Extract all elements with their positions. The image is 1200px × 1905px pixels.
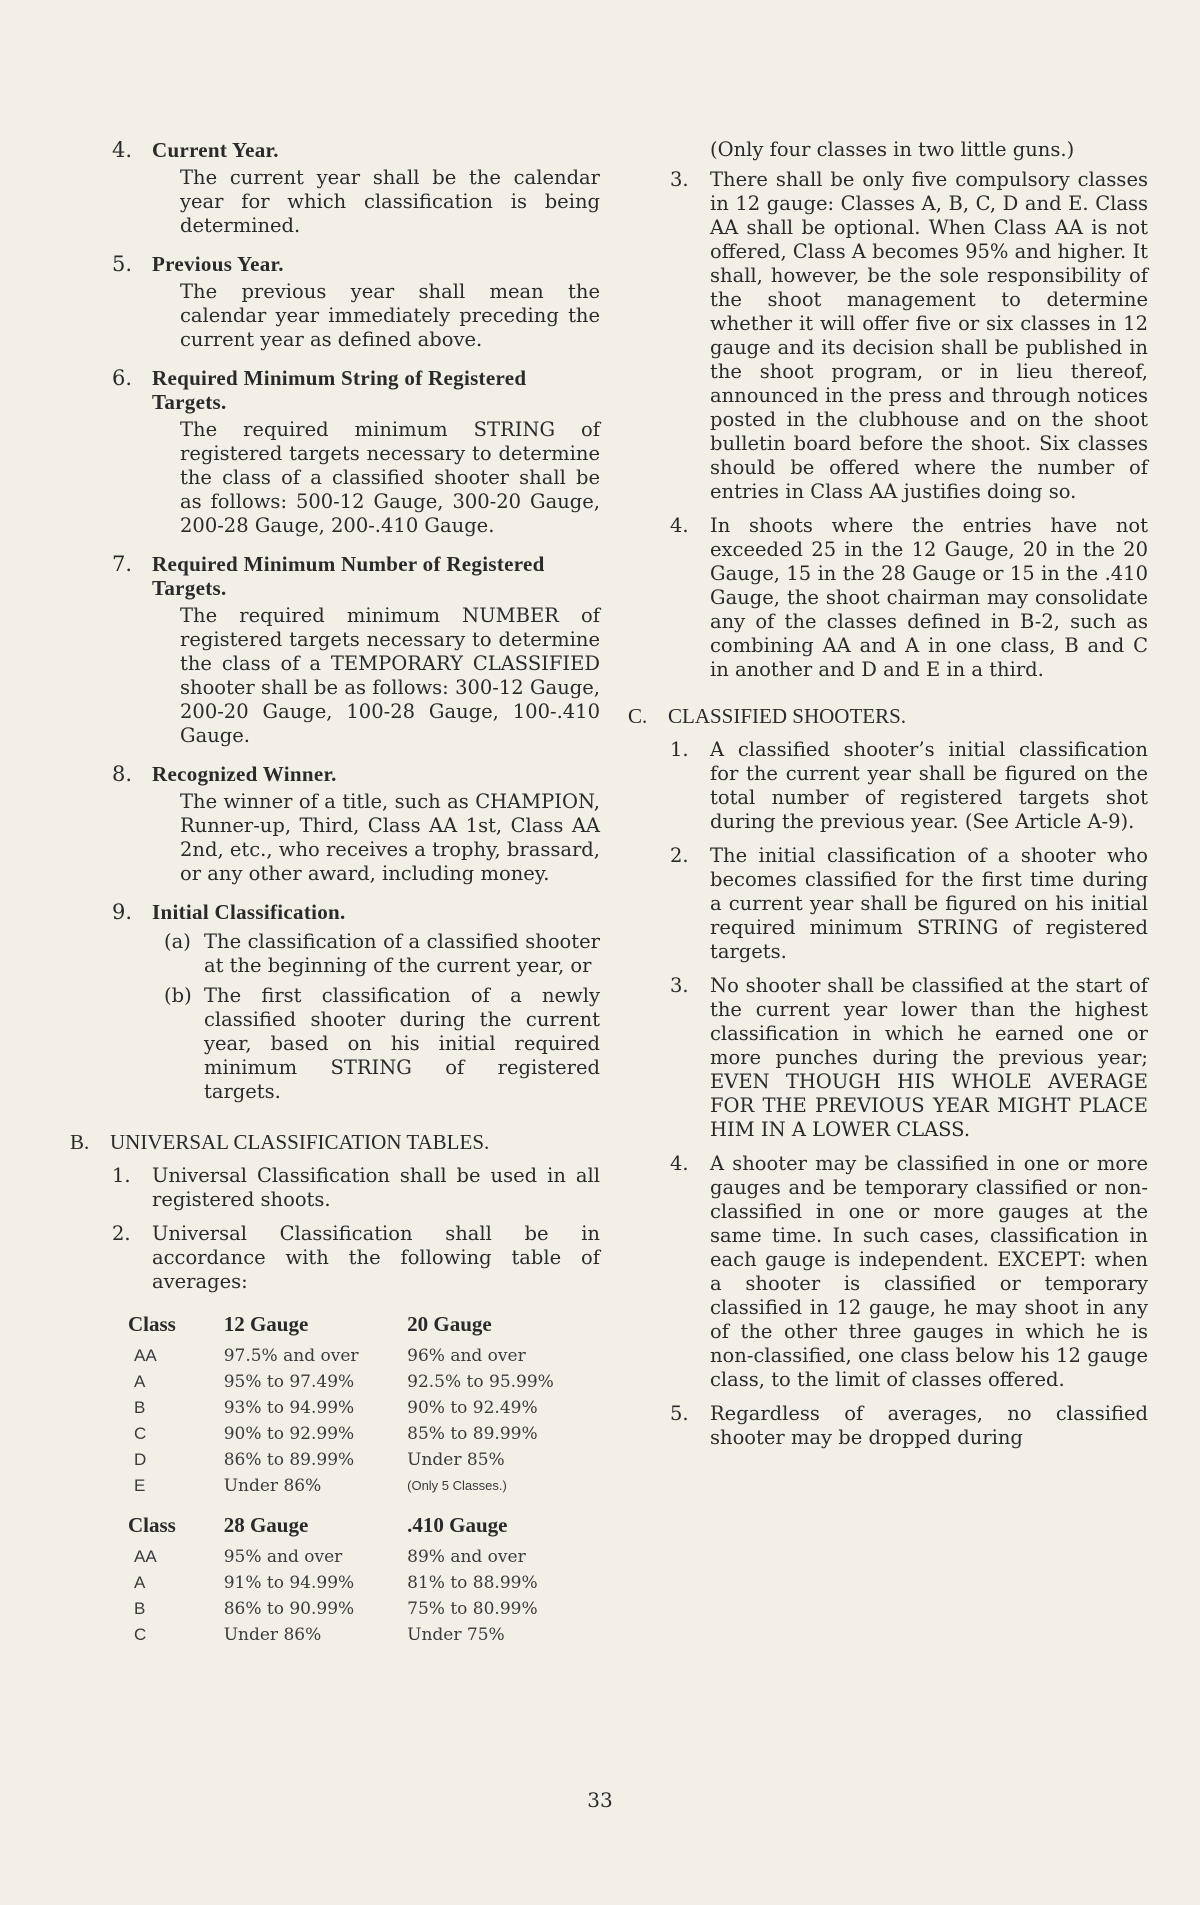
item-text: There shall be only five compulsory classes in 12 gauge: Classes A, B, C, D and E. Class AA shall be optional. When Class AA is not offered, Class A becomes 95% and higher. It shall, however, be the sole responsibility of the shoot management to determine whether it will offer five or six classes in 12 gauge and its decision shall be published in the shoot program, or in lieu thereof, announced in the press and through notices posted in the clubhouse and on the shoot bulletin board before the shoot. Six classes should be offered where the number of entries in Class AA justifies doing so. [710,168,1148,503]
gauge-cell: 86% to 89.99% [223,1450,355,1470]
item-body: The required minimum STRING of registered targets necessary to determine the class of a classified shooter shall be as follows: 500-12 Gauge, 300-20 Gauge, 200-28 Gauge, 200-.410 Gauge. [180,418,600,537]
sub-item-b [152,984,600,1104]
column-header: 12 Gauge [223,1312,309,1336]
item-body: The winner of a title, such as CHAMPION, Runner-up, Third, Class AA 1st, Class AA 2nd, etc., who receives a trophy, brassard, or any other award, including money. [180,790,600,885]
section-letter: B. [70,1130,90,1154]
section-b-item-2 [70,1222,600,1294]
table-row [128,1343,600,1369]
sub-item-a [152,930,600,978]
definition-item-8 [70,762,600,886]
gauge-cell: 75% to 80.99% [407,1599,538,1619]
table-row [128,1596,600,1622]
item-heading: Initial Classification. [152,900,346,924]
item-number: 1. [112,1164,131,1187]
item-heading: Recognized Winner. [152,762,337,786]
item-heading: Required Minimum String of Registered Targets. [152,366,527,414]
gauge-cell: 95% to 97.49% [223,1372,355,1392]
item-body: The required minimum NUMBER of registered targets necessary to determine the class of a TEMPORARY CLASSIFIED shooter shall be as follows: 300-12 Gauge, 200-20 Gauge, 100-28 Gauge, 100-.410 Gauge. [180,604,600,747]
table-row [128,1622,600,1648]
class-cell: D [134,1450,147,1469]
section-c-item-4 [628,1152,1148,1392]
gauge-cell: (Only 5 Classes.) [407,1478,507,1493]
item-text: A shooter may be classified in one or more gauges and be temporary classified or non-classified in one or more gauges at the same time. In such cases, classification in each gauge is independent. EXCEPT: when a shooter is classified or temporary classified in 12 gauge, he may shoot in any of the other three gauges in which he is non-classified, one class below his 12 gauge class, to the limit of classes offered. [710,1152,1148,1391]
classification-table-28-410 [128,1507,600,1648]
gauge-cell: 90% to 92.99% [223,1424,355,1444]
column-header: Class [128,1513,176,1537]
item-heading: Current Year. [152,138,279,162]
table-header-row [128,1306,600,1343]
section-c-item-1 [628,738,1148,834]
item-number: 2. [112,1222,131,1245]
class-cell: C [134,1625,147,1644]
item-text: Universal Classification shall be used in all registered shoots. [152,1164,600,1211]
section-b-item-4 [628,514,1148,682]
section-c-item-5 [628,1402,1148,1450]
section-c-heading [628,704,1148,728]
section-letter: C. [628,704,648,728]
column-header: .410 Gauge [407,1513,508,1537]
table-row [128,1421,600,1447]
section-b-heading [70,1130,600,1154]
item-text: No shooter shall be classified at the start of the current year lower than the highest classification in which he earned one or more punches during the previous year; EVEN THOUGH HIS WHOLE AVERAGE FOR THE PREVIOUS YEAR MIGHT PLACE HIM IN A LOWER CLASS. [710,974,1148,1141]
section-c-item-2 [628,844,1148,964]
item-text: In shoots where the entries have not exceeded 25 in the 12 Gauge, 20 in the 20 Gauge, 15 in the 28 Gauge or 15 in the .410 Gauge, the shoot chairman may consolidate any of the classes defined in B-2, such as combining AA and A in one class, B and C in another and D and E in a third. [710,514,1148,681]
section-title: UNIVERSAL CLASSIFICATION TABLES. [110,1130,490,1154]
item-body: The current year shall be the calendar year for which classification is being determined. [180,166,600,237]
table-row [128,1473,600,1499]
item-number: 5. [670,1402,689,1425]
class-cell: AA [134,1547,157,1566]
item-number: 2. [670,844,689,867]
item-number: 3. [670,974,689,997]
table-row [128,1544,600,1570]
table-row [128,1369,600,1395]
item-number: 4. [112,138,133,162]
sub-item-label: (a) [164,930,191,953]
gauge-cell: 97.5% and over [223,1346,359,1366]
class-cell: B [134,1398,146,1417]
section-b-item-3 [628,168,1148,504]
class-cell: A [134,1573,146,1592]
item-number: 3. [670,168,689,191]
continuation-text: (Only four classes in two little guns.) [710,138,1075,161]
item-number: 5. [112,252,133,276]
gauge-cell: 93% to 94.99% [223,1398,355,1418]
class-cell: C [134,1424,147,1443]
left-column [70,138,600,1648]
class-cell: B [134,1599,146,1618]
gauge-cell: 91% to 94.99% [223,1573,355,1593]
item-body: The previous year shall mean the calendar year immediately preceding the current year as defined above. [180,280,600,351]
definition-item-6 [70,366,600,538]
item-text: Regardless of averages, no classified shooter may be dropped during [710,1402,1148,1449]
table-header-row [128,1507,600,1544]
sub-item-label: (b) [164,984,192,1007]
item-text: A classified shooter’s initial classification for the current year shall be figured on the total number of registered targets shot during the previous year. (See Article A-9). [710,738,1148,833]
page-number: 33 [587,1788,613,1812]
gauge-cell: Under 86% [223,1625,322,1645]
item-number: 4. [670,514,689,537]
item-number: 1. [670,738,689,761]
section-c-item-3 [628,974,1148,1142]
item-text: Universal Classification shall be in accordance with the following table of averages: [152,1222,600,1293]
gauge-cell: 92.5% to 95.99% [407,1372,554,1392]
table-row [128,1447,600,1473]
class-cell: A [134,1372,146,1391]
column-header: 28 Gauge [223,1513,309,1537]
definition-item-5 [70,252,600,352]
definition-item-9 [70,900,600,1104]
gauge-cell: 95% and over [223,1547,343,1567]
gauge-cell: Under 75% [407,1625,505,1645]
gauge-cell: 85% to 89.99% [407,1424,538,1444]
gauge-cell: Under 86% [223,1476,322,1496]
item-number: 8. [112,762,133,786]
column-header: 20 Gauge [407,1312,492,1336]
gauge-cell: 89% and over [407,1547,526,1567]
gauge-cell: 81% to 88.99% [407,1573,538,1593]
definition-item-7 [70,552,600,748]
section-b-item-1 [70,1164,600,1212]
column-header: Class [128,1312,176,1336]
item-number: 4. [670,1152,689,1175]
table-row [128,1570,600,1596]
item-heading: Required Minimum Number of Registered Targets. [152,552,545,600]
item-text: The initial classification of a shooter who becomes classified for the first time during a current year shall be figured on his initial required minimum STRING of registered targets. [710,844,1148,963]
table-row [128,1395,600,1421]
item-number: 9. [112,900,133,924]
right-column [628,138,1148,1460]
sub-item-text: The classification of a classified shooter at the beginning of the current year, or [204,930,600,977]
gauge-cell: 86% to 90.99% [223,1599,355,1619]
sub-item-text: The first classification of a newly classified shooter during the current year, based on his initial required minimum STRING of registered targets. [204,984,600,1103]
gauge-cell: 96% and over [407,1346,526,1366]
section-title: CLASSIFIED SHOOTERS. [668,704,907,728]
gauge-cell: Under 85% [407,1450,505,1470]
item-number: 6. [112,366,133,390]
class-cell: E [134,1476,146,1495]
gauge-cell: 90% to 92.49% [407,1398,538,1418]
class-cell: AA [134,1346,157,1365]
definition-item-4 [70,138,600,238]
item-number: 7. [112,552,133,576]
item-heading: Previous Year. [152,252,284,276]
classification-table-12-20 [128,1306,600,1499]
